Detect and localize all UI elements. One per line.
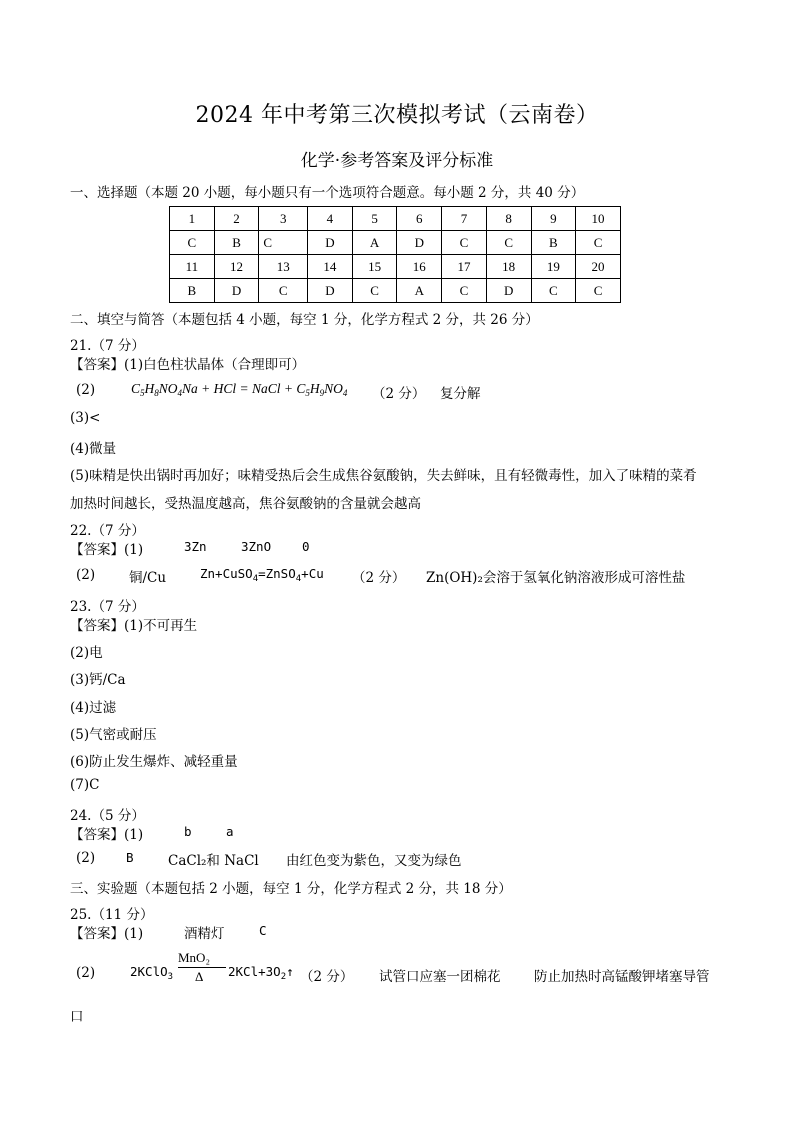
q23-answer-3: (3)钙/Ca	[70, 672, 126, 688]
answer-cell: C	[259, 279, 308, 303]
answer-cell: C	[259, 231, 308, 255]
answer-cell: D	[308, 231, 353, 255]
q22-answer-1-value-1: 3Zn	[184, 539, 207, 554]
q24-answer-2-value-2: CaCl₂和 NaCl	[168, 853, 259, 869]
question-number-cell: 17	[442, 255, 487, 279]
q21-answer-5-line-2: 加热时间越长，受热温度越高，焦谷氨酸钠的含量就会越高	[70, 496, 421, 512]
question-number-cell: 14	[308, 255, 353, 279]
question-number-cell: 19	[531, 255, 576, 279]
q25-answer-2-continuation: 口	[70, 1009, 84, 1025]
q23-answer-6: (6)防止发生爆炸、减轻重量	[70, 754, 238, 770]
q25-answer-2-label: (2)	[76, 965, 96, 981]
q25-answer-2-value-2: 防止加热时高锰酸钾堵塞导管	[534, 969, 710, 985]
q21-answer-4: (4)微量	[70, 441, 117, 457]
answer-table-answer-row	[170, 231, 621, 255]
q21-answer-2-type: 复分解	[440, 386, 481, 402]
question-number-cell: 13	[259, 255, 308, 279]
answer-cell: C	[352, 279, 397, 303]
q24-answer-2-value-3: 由红色变为紫色，又变为绿色	[286, 853, 462, 869]
question-number-cell: 2	[214, 207, 259, 231]
answer-cell: A	[397, 279, 442, 303]
answer-cell: C	[486, 231, 531, 255]
q21-answer-5-line-1: (5)味精是快出锅时再加好；味精受热后会生成焦谷氨酸钠，失去鲜味，且有轻微毒性，加入了味精的菜肴	[70, 468, 697, 484]
q21-equation: $C_5H_8NO_4Na$ + HCl = NaCl + $C_5H_9NO_4$	[131, 381, 348, 398]
q22-answer-1-value-3: 0	[302, 539, 310, 554]
page-title: 2024 年中考第三次模拟考试（云南卷）	[195, 103, 599, 128]
section-2-heading: 二、填空与简答（本题包括 4 小题，每空 1 分，化学方程式 2 分，共 26 分）	[70, 312, 539, 328]
question-number-cell: 12	[214, 255, 259, 279]
q24-number: 24.（5 分）	[70, 808, 145, 824]
answer-cell: B	[531, 231, 576, 255]
q24-answer-2-value-1: B	[126, 850, 134, 865]
q23-answer-2: (2)电	[70, 645, 103, 661]
answer-cell: B	[170, 279, 215, 303]
question-number-cell: 3	[259, 207, 308, 231]
page-subtitle: 化学·参考答案及评分标准	[300, 151, 494, 171]
q21-number: 21.（7 分）	[70, 338, 145, 354]
q25-number: 25.（11 分）	[70, 907, 154, 923]
answer-cell: D	[397, 231, 442, 255]
q22-equation: Zn+CuSO$_4$=ZnSO$_4$+Cu	[200, 566, 324, 584]
answer-cell: C	[442, 279, 487, 303]
q25-answer-2-score: （2 分）	[300, 969, 354, 985]
q22-answer-2-label: (2)	[76, 567, 96, 583]
question-number-cell: 16	[397, 255, 442, 279]
q22-answer-1-prefix: 【答案】(1)	[70, 542, 144, 558]
answer-table-answer-row	[170, 279, 621, 303]
question-number-cell: 9	[531, 207, 576, 231]
question-number-cell: 15	[352, 255, 397, 279]
q24-answer-1-value-1: b	[184, 824, 192, 839]
question-number-cell: 4	[308, 207, 353, 231]
q25-answer-1-value-1: 酒精灯	[184, 926, 225, 942]
q22-answer-2-value-3: Zn(OH)₂会溶于氢氧化钠溶液形成可溶性盐	[426, 570, 686, 586]
q25-equation-right: $2KCl+3O_2↑$	[228, 964, 294, 982]
question-number-cell: 7	[442, 207, 487, 231]
q23-answer-7: (7)C	[70, 777, 100, 793]
answer-cell: D	[486, 279, 531, 303]
q23-number: 23.（7 分）	[70, 599, 145, 615]
q25-catalyst: MnO₂	[178, 950, 210, 965]
answer-cell: C	[170, 231, 215, 255]
q25-answer-2-value-1: 试管口应塞一团棉花	[379, 969, 501, 985]
answer-table-number-row	[170, 255, 621, 279]
answer-table-number-row	[170, 207, 621, 231]
question-number-cell: 11	[170, 255, 215, 279]
answer-cell: C	[576, 231, 621, 255]
q24-answer-1-value-2: a	[226, 824, 234, 839]
q25-equation-condition	[178, 950, 226, 990]
answer-cell: A	[352, 231, 397, 255]
q24-answer-1-prefix: 【答案】(1)	[70, 827, 144, 843]
question-number-cell: 8	[486, 207, 531, 231]
answer-cell: D	[214, 279, 259, 303]
q23-answer-1: 【答案】(1)不可再生	[70, 618, 198, 634]
q24-answer-2-label: (2)	[76, 850, 96, 866]
q23-answer-4: (4)过滤	[70, 700, 117, 716]
section-1-heading: 一、选择题（本题 20 小题，每小题只有一个选项符合题意。每小题 2 分，共 40 分）	[70, 185, 585, 201]
answer-cell: C	[531, 279, 576, 303]
q25-answer-1-value-2: C	[259, 923, 267, 938]
q23-answer-5: (5)气密或耐压	[70, 727, 157, 743]
answer-cell: C	[442, 231, 487, 255]
question-number-cell: 20	[576, 255, 621, 279]
q25-answer-1-prefix: 【答案】(1)	[70, 926, 144, 942]
q22-number: 22.（7 分）	[70, 523, 145, 539]
question-number-cell: 10	[576, 207, 621, 231]
q21-answer-2-score: （2 分）	[372, 386, 426, 402]
q21-answer-3: (3)<	[70, 410, 101, 426]
q22-answer-2-score: （2 分）	[352, 570, 406, 586]
answer-cell: B	[214, 231, 259, 255]
q25-condition-bar	[178, 967, 226, 968]
question-number-cell: 1	[170, 207, 215, 231]
q21-answer-1: 【答案】(1)白色柱状晶体（合理即可）	[70, 357, 306, 373]
q22-answer-2-value-1: 铜/Cu	[129, 570, 167, 586]
answer-cell: C	[576, 279, 621, 303]
question-number-cell: 18	[486, 255, 531, 279]
q21-answer-2-label: (2)	[76, 382, 96, 398]
section-3-heading: 三、实验题（本题包括 2 小题，每空 1 分，化学方程式 2 分，共 18 分）	[70, 881, 512, 897]
q22-answer-1-value-2: 3ZnO	[241, 539, 272, 554]
question-number-cell: 5	[352, 207, 397, 231]
question-number-cell: 6	[397, 207, 442, 231]
answer-table	[169, 206, 621, 303]
answer-cell: D	[308, 279, 353, 303]
q25-heat: Δ	[195, 969, 204, 984]
q25-equation-left: 2KClO$_3$	[130, 964, 174, 982]
